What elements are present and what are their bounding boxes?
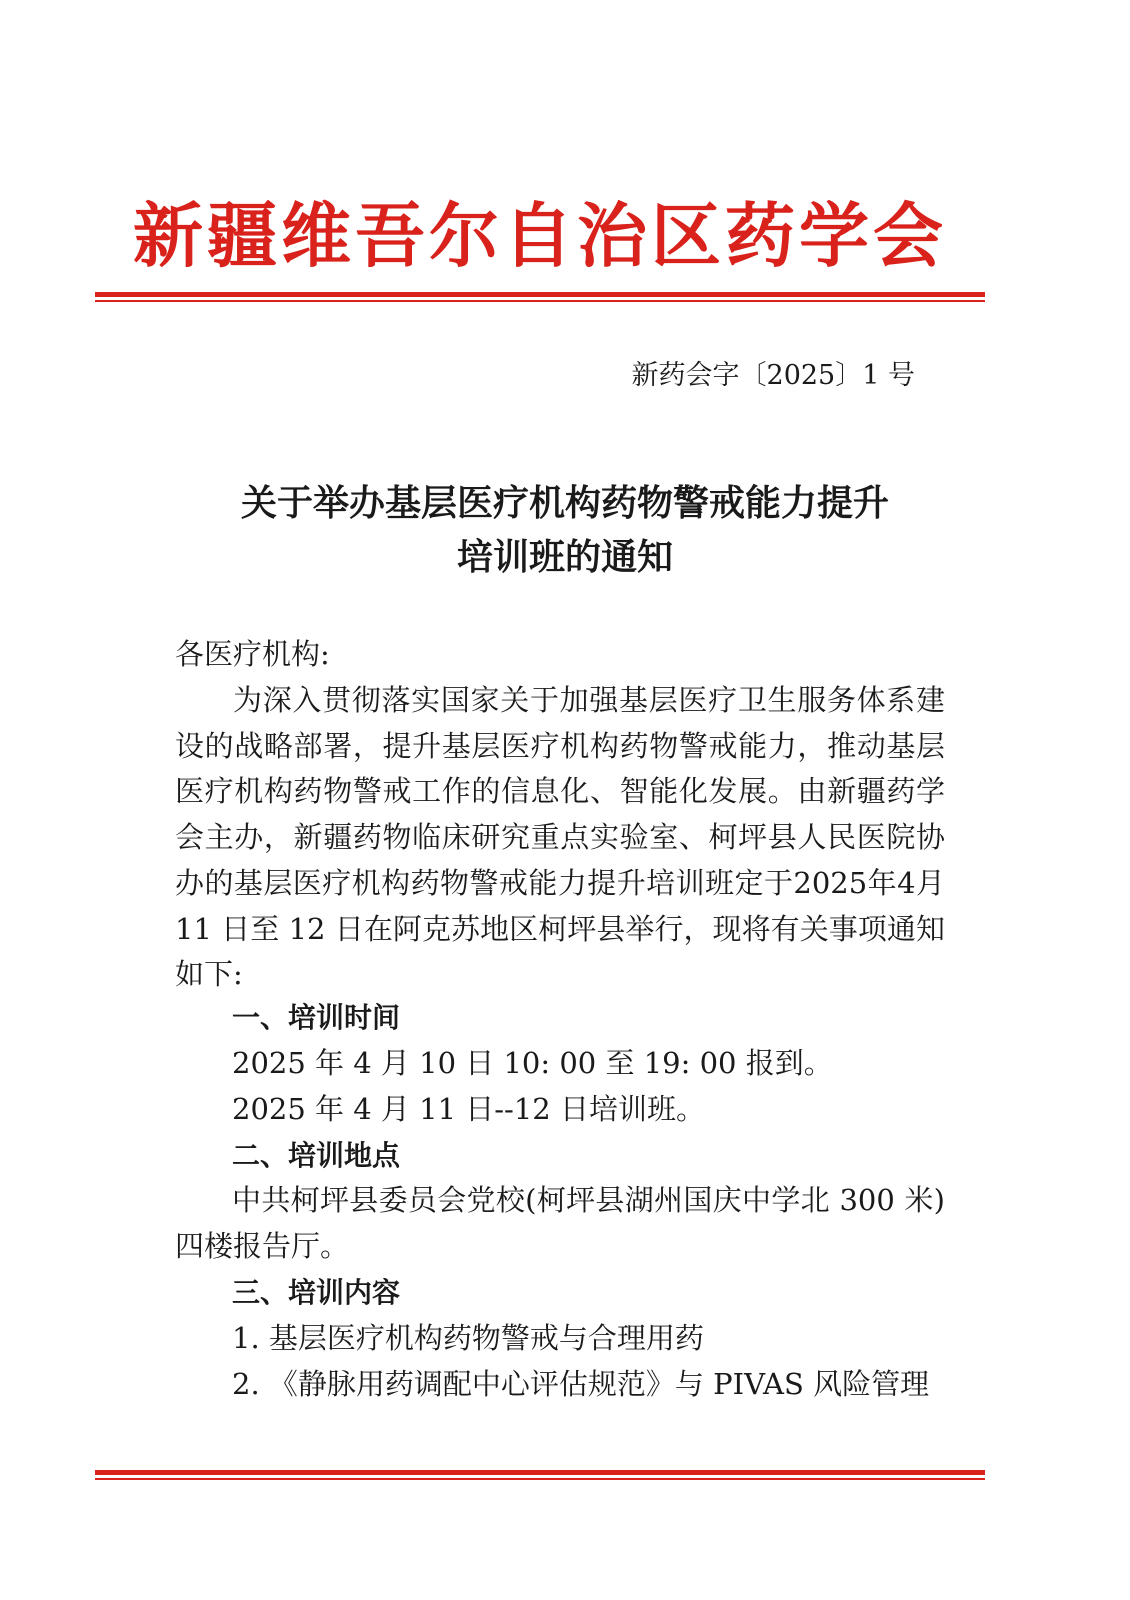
intro-paragraph: 为深入贯彻落实国家关于加强基层医疗卫生服务体系建设的战略部署，提升基层医疗机构药物警戒能力，推动基层医疗机构药物警戒工作的信息化、智能化发展。由新疆药学会主办，新疆药物临床研究重点实验室、柯坪县人民医院协办的基层医疗机构药物警戒能力提升培训班定于2025年4月 11 日至 12 日在阿克苏地区柯坪县举行，现将有关事项通知如下: [175,683,945,992]
title-line-1: 关于举办基层医疗机构药物警戒能力提升 [240,482,889,524]
content-item-2: 2. 《静脉用药调配中心评估规范》与 PIVAS 风险管理 [232,1367,930,1401]
title-line-2: 培训班的通知 [456,536,673,578]
section-heading-time: 一、培训时间 [232,1001,401,1034]
document-title [150,476,980,584]
organization-header: 新疆维吾尔自治区药学会 [133,194,947,277]
location-text: 中共柯坪县委员会党校(柯坪县湖州国庆中学北 300 米)四楼报告厅。 [175,1183,945,1263]
content-item-1: 1. 基层医疗机构药物警戒与合理用药 [232,1321,704,1355]
time-line-1: 2025 年 4 月 10 日 10: 00 至 19: 00 报到。 [232,1046,833,1080]
section-heading-content: 三、培训内容 [232,1276,401,1309]
header-red-rule [95,292,985,302]
salutation: 各医疗机构: [175,637,330,671]
time-line-2: 2025 年 4 月 11 日--12 日培训班。 [232,1092,705,1126]
footer-red-rule [95,1470,985,1480]
section-heading-location: 二、培训地点 [232,1139,401,1172]
document-number: 新药会字〔2025〕1 号 [631,360,915,391]
